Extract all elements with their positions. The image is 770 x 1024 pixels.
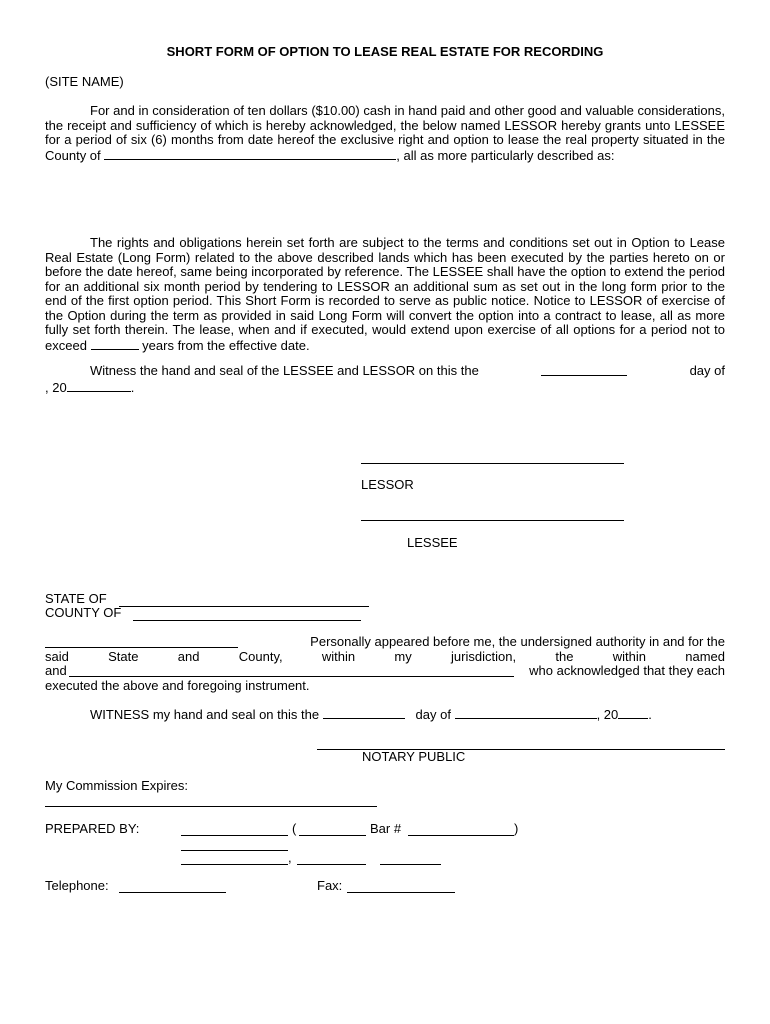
state-blank[interactable]	[119, 606, 369, 607]
word-jurisdiction: jurisdiction,	[451, 648, 517, 664]
and-label: and	[45, 663, 67, 678]
witness-day-blank[interactable]	[541, 364, 627, 376]
lessor-signature-line[interactable]	[361, 463, 624, 464]
document-title: SHORT FORM OF OPTION TO LEASE REAL ESTATE FOR RECORDING	[166, 44, 604, 59]
word-said: said	[45, 648, 69, 664]
bar-number-label: Bar #	[370, 821, 402, 836]
witness-year-prefix: , 20	[45, 379, 67, 395]
county-blank[interactable]	[104, 148, 396, 160]
prepared-by-firm-blank[interactable]	[299, 835, 366, 836]
site-name: (SITE NAME)	[45, 74, 124, 89]
word-the: the	[555, 648, 574, 664]
lessee-label: LESSEE	[407, 535, 458, 550]
rights-text-2: years from the effective date.	[142, 337, 310, 353]
lessee-signature-line[interactable]	[361, 520, 624, 521]
notary-day-of: day of	[415, 707, 451, 722]
address-city-blank[interactable]	[181, 864, 288, 865]
executed-text: executed the above and foregoing instrument.	[45, 677, 310, 693]
prepared-open-paren: (	[292, 821, 297, 836]
lessor-label: LESSOR	[361, 477, 414, 492]
prepared-close-paren: )	[514, 821, 519, 836]
notary-public-label: NOTARY PUBLIC	[362, 749, 466, 764]
fax-blank[interactable]	[347, 892, 455, 893]
word-and: and	[177, 648, 200, 664]
word-my: my	[394, 648, 412, 664]
rights-text-1: The rights and obligations herein set forth are subject to the terms and conditions set out in Option to Lease Real Estate (Long Form) related to the above described lands which has been executed by the parties hereto on or before the date hereof, same being incorporated by reference. The LESSEE shall have the option to extend the period for an additional six month period by tendering to LESSOR an additional sum as set out in the long form prior to the end of the first option period. This Short Form is recorded to serve as public notice. Notice to LESSOR of exercise of the Option during the term as provided in said Long Form will convert the option into a contract to lease, all as more fully set forth therein. The lease, when and if executed, would extend upon exercise of all options for a period not to exceed	[45, 235, 725, 353]
prepared-by-name-blank[interactable]	[181, 835, 288, 836]
named-party-blank[interactable]	[69, 676, 514, 677]
notary-year-prefix: , 20	[596, 707, 619, 722]
address-line-1-blank[interactable]	[181, 850, 288, 851]
notary-year-suffix: .	[648, 707, 652, 722]
witness-paragraph	[45, 364, 725, 395]
witness-period: .	[130, 379, 135, 395]
prepared-by-label: PREPARED BY:	[45, 821, 140, 836]
commission-expires-blank[interactable]	[45, 806, 377, 807]
consideration-text-1: For and in consideration of ten dollars ($10.00) cash in hand paid and other good and valuable considerations, the receipt and sufficiency of which is hereby acknowledged, the below named LESSOR hereby grants unto LESSEE for a period of six (6) months from date hereof the exclusive right and option to lease the real property situated in the County of	[45, 103, 725, 163]
consideration-paragraph	[45, 104, 725, 163]
jurisdiction-line	[45, 650, 725, 665]
witness-my-hand-text: WITNESS my hand and seal on this the	[90, 707, 320, 722]
notary-witness-line	[90, 707, 652, 723]
notary-year-blank[interactable]	[618, 707, 648, 719]
notary-day-blank[interactable]	[323, 707, 405, 719]
commission-expires-label: My Commission Expires:	[45, 778, 189, 793]
county-of-blank[interactable]	[133, 620, 361, 621]
fax-label: Fax:	[317, 878, 343, 893]
address-zip-blank[interactable]	[380, 864, 441, 865]
bar-number-blank[interactable]	[408, 835, 514, 836]
acknowledged-text: who acknowledged that they each	[529, 663, 725, 678]
telephone-label: Telephone:	[45, 878, 109, 893]
appeared-name-blank[interactable]	[45, 647, 238, 648]
notary-paragraph	[45, 635, 725, 693]
word-named: named	[685, 648, 725, 664]
word-within-2: within	[612, 648, 646, 664]
consideration-text-2: , all as more particularly described as:	[396, 147, 615, 163]
address-state-blank[interactable]	[297, 864, 366, 865]
telephone-blank[interactable]	[119, 892, 226, 893]
county-label: COUNTY OF	[45, 605, 122, 620]
witness-year-blank[interactable]	[67, 380, 131, 392]
word-county: County,	[238, 648, 283, 664]
rights-paragraph	[45, 236, 725, 353]
appeared-text: Personally appeared before me, the undersigned authority in and for the	[310, 634, 725, 649]
notary-month-blank[interactable]	[455, 707, 597, 719]
address-comma: ,	[288, 850, 292, 865]
witness-day-of: day of	[689, 363, 725, 378]
state-label: STATE OF	[45, 591, 107, 606]
witness-text-1: Witness the hand and seal of the LESSEE and LESSOR on this the	[90, 363, 479, 378]
word-within: within	[321, 648, 356, 664]
word-state: State	[108, 648, 139, 664]
years-blank[interactable]	[91, 338, 139, 350]
